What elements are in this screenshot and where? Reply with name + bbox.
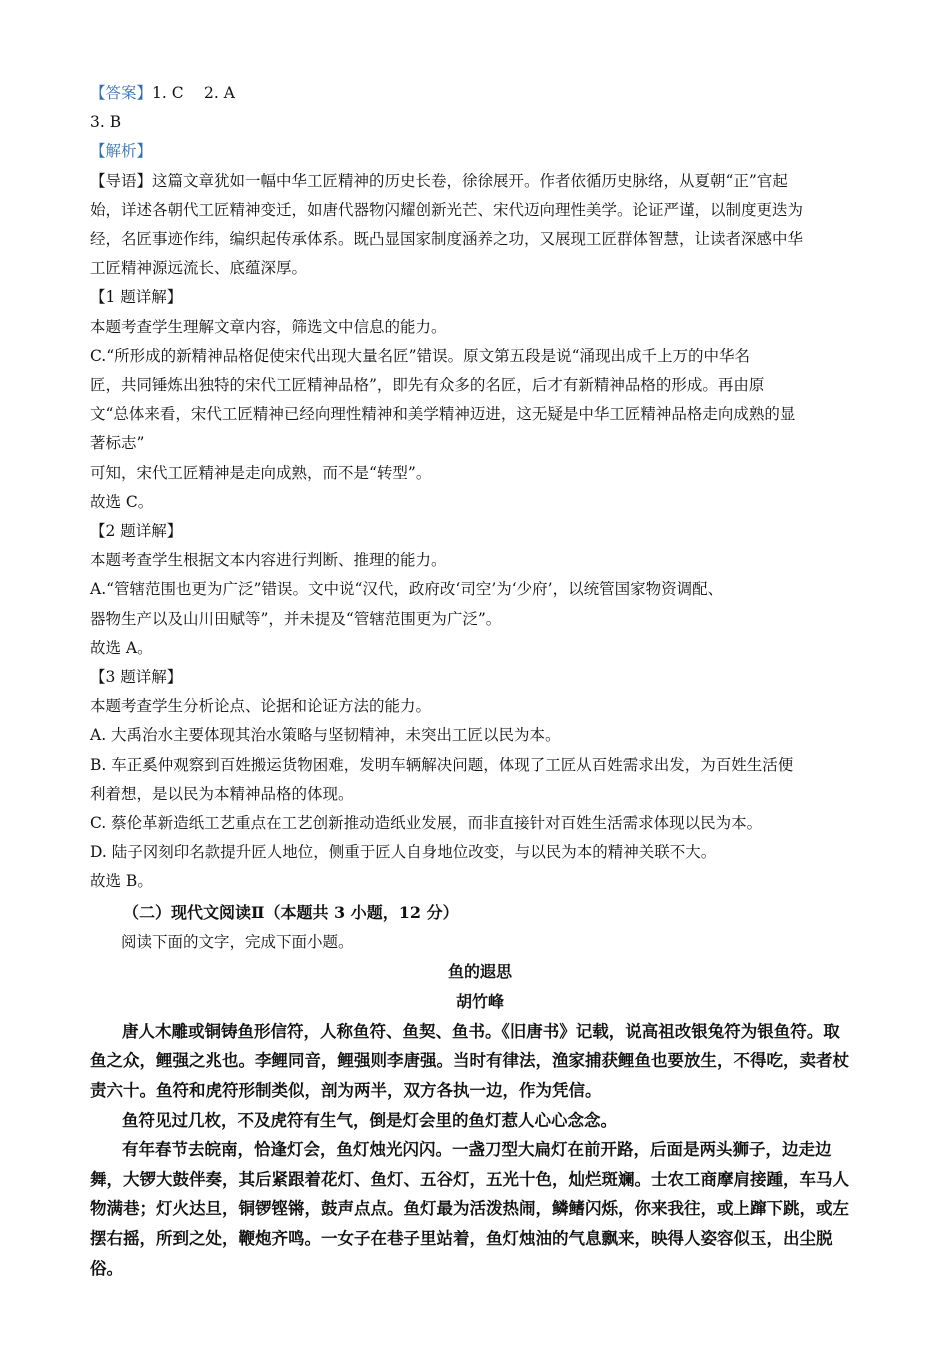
- q3-line: 本题考查学生分析论点、论据和论证方法的能力。: [90, 697, 432, 716]
- intro-line: 工匠精神源远流长、底蕴深厚。: [90, 259, 308, 278]
- answer-tag: 【答案】: [90, 84, 153, 102]
- answer-line: [90, 79, 870, 108]
- section-heading: （二）现代文阅读Ⅱ（本题共 3 小题，12 分）: [123, 902, 459, 922]
- analysis-tag: 【解析】: [90, 142, 153, 161]
- section-instruction: 阅读下面的文字，完成下面小题。: [121, 932, 354, 951]
- q1-line: 文“总体来看，宋代工匠精神已经向理性精神和美学精神迈进，这无疑是中华工匠精神品格走向成熟的显: [90, 405, 796, 424]
- q2-heading: 【2 题详解】: [90, 522, 183, 541]
- passage-line: 鱼符见过几枚，不及虎符有生气，倒是灯会里的鱼灯惹人心心念念。: [122, 1110, 617, 1130]
- q3-heading: 【3 题详解】: [90, 668, 183, 687]
- q2-line: A.“管辖范围也更为广泛”错误。文中说“汉代，政府改‘司空’为‘少府’，以统管国家物资调配、: [90, 580, 724, 599]
- answer-line-2: 3. B: [90, 113, 122, 132]
- q3-line: D. 陆子冈刻印名款提升匠人地位，侧重于匠人自身地位改变，与以民为本的精神关联不大。: [90, 843, 717, 862]
- q1-line: 本题考查学生理解文章内容，筛选文中信息的能力。: [90, 317, 447, 336]
- q3-line: 故选 B。: [90, 872, 153, 891]
- answer-values: 1. C 2. A: [152, 84, 235, 102]
- passage-line: 摆右摇，所到之处，鞭炮齐鸣。一女子在巷子里站着，鱼灯烛油的气息飘来，映得人姿容似玉，出尘脱: [90, 1229, 833, 1249]
- passage-line: 物满巷；灯火达旦，铜锣铿锵，鼓声点点。鱼灯最为活泼热闹，鳞鳍闪烁，你来我往，或上蹿下跳，或左: [90, 1199, 849, 1219]
- intro-line: 经，名匠事迹作纬，编织起传承体系。既凸显国家制度涵养之功，又展现工匠群体智慧，让读者深感中华: [90, 230, 804, 249]
- q1-line: 故选 C。: [90, 492, 154, 511]
- q1-line: C.“所形成的新精神品格促使宋代出现大量名匠”错误。原文第五段是说“涌现出成千上万的中华名: [90, 346, 751, 365]
- passage-line: 舞，大锣大鼓伴奏，其后紧跟着花灯、鱼灯、五谷灯，五光十色，灿烂斑斓。士农工商摩肩接踵，车马人: [90, 1169, 849, 1189]
- q3-line: A. 大禹治水主要体现其治水策略与坚韧精神，未突出工匠以民为本。: [90, 726, 561, 745]
- passage-line: 唐人木雕或铜铸鱼形信符，人称鱼符、鱼契、鱼书。《旧唐书》记载，说高祖改银兔符为银鱼符。取: [122, 1021, 840, 1041]
- q1-line: 可知，宋代工匠精神是走向成熟，而不是“转型”。: [90, 463, 432, 482]
- q1-heading: 【1 题详解】: [90, 288, 183, 307]
- q2-line: 器物生产以及山川田赋等”，并未提及“管辖范围更为广泛”。: [90, 609, 502, 628]
- passage-line: 有年春节去皖南，恰逢灯会，鱼灯烛光闪闪。一盏刀型大扁灯在前开路，后面是两头狮子，边走边: [122, 1140, 832, 1160]
- passage-line: 俗。: [90, 1258, 123, 1278]
- passage-title: 鱼的遐思: [447, 961, 512, 981]
- q3-line: C. 蔡伦革新造纸工艺重点在工艺创新推动造纸业发展，而非直接针对百姓生活需求体现以民为本。: [90, 814, 763, 833]
- passage-author: 胡竹峰: [455, 991, 504, 1011]
- intro-line: 始，详述各朝代工匠精神变迁，如唐代器物闪耀创新光芒、宋代迈向理性美学。论证严谨，以制度更迭为: [90, 200, 804, 219]
- document-content: [90, 79, 870, 1283]
- q2-line: 本题考查学生根据文本内容进行判断、推理的能力。: [90, 551, 447, 570]
- q1-line: 匠，共同锤炼出独特的宋代工匠精神品格”，即先有众多的名匠，后才有新精神品格的形成。再由原: [90, 376, 765, 395]
- q2-line: 故选 A。: [90, 638, 153, 657]
- passage-line: 鱼之众，鲤强之兆也。李鲤同音，鲤强则李唐强。当时有律法，渔家捕获鲤鱼也要放生，不得吃，卖者杖: [90, 1051, 849, 1071]
- passage-line: 责六十。鱼符和虎符形制类似，剖为两半，双方各执一边，作为凭信。: [90, 1081, 602, 1101]
- q1-line: 著标志”: [90, 434, 145, 453]
- q3-line: B. 车正奚仲观察到百姓搬运货物困难，发明车辆解决问题，体现了工匠从百姓需求出发，为百姓生活便: [90, 755, 794, 774]
- intro-line: 【导语】这篇文章犹如一幅中华工匠精神的历史长卷，徐徐展开。作者依循历史脉络，从夏朝“正”官起: [90, 171, 788, 190]
- q3-line: 利着想，是以民为本精神品格的体现。: [90, 784, 354, 803]
